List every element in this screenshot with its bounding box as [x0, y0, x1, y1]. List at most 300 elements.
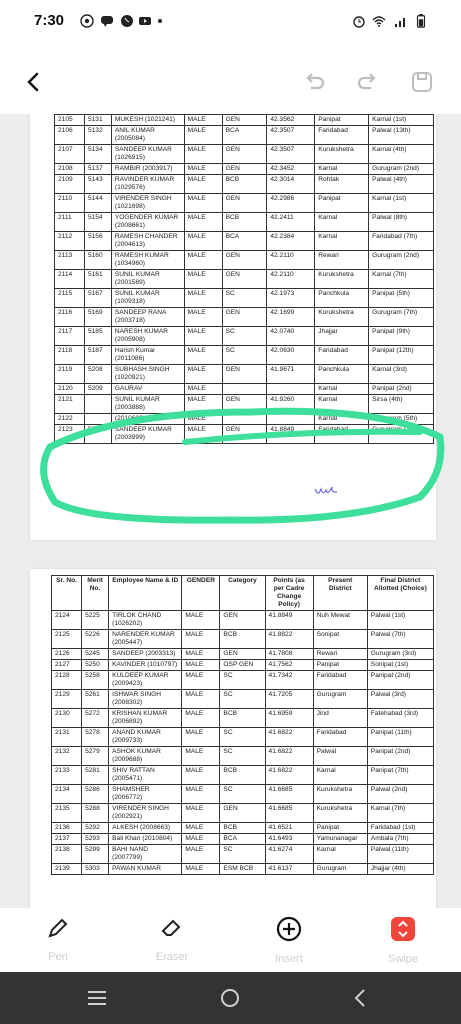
- table-cell: Palwal (11th): [367, 845, 433, 864]
- table-cell: 2130: [52, 709, 82, 728]
- table-cell: 2131: [52, 728, 82, 747]
- table-row: [55, 425, 434, 444]
- table-cell: MALE: [182, 728, 220, 747]
- signal-icon: [394, 14, 408, 28]
- table-cell: 2119: [55, 365, 85, 384]
- undo-icon[interactable]: [302, 70, 326, 94]
- table-cell: Karnal (1st): [369, 115, 434, 126]
- table-cell: 2116: [55, 308, 85, 327]
- table-cell: 5143: [84, 175, 111, 194]
- table-cell: Faridabad: [315, 126, 369, 145]
- table-row: [55, 175, 434, 194]
- table-cell: OSP GEN: [220, 660, 265, 671]
- table-cell: [267, 384, 315, 395]
- table-cell: 41.7562: [265, 660, 313, 671]
- table-cell: Kurukshetra: [313, 804, 367, 823]
- table-cell: 5132: [84, 126, 111, 145]
- table-cell: Nuh Mewat: [313, 611, 367, 630]
- table-row: [52, 766, 434, 785]
- table-cell: GEN: [222, 395, 267, 414]
- column-header: Points (as per Cadre Change Policy): [265, 576, 313, 611]
- table-cell: SANDEEP RANA (2003718): [111, 308, 184, 327]
- eraser-icon: [160, 916, 184, 940]
- table-cell: SUBHASH SINGH (1020921): [111, 365, 184, 384]
- table-cell: SC: [220, 728, 265, 747]
- table-cell: Gurugram (7th): [369, 425, 434, 444]
- table-cell: MALE: [182, 845, 220, 864]
- table-cell: Bali Khan (2010804): [109, 834, 182, 845]
- table-cell: SC: [220, 690, 265, 709]
- table-cell: 5299: [82, 845, 109, 864]
- table-cell: 2124: [52, 611, 82, 630]
- table-cell: SANDEEP (2003313): [109, 649, 182, 660]
- table-cell: Gurugram (2nd): [369, 164, 434, 175]
- table-cell: SUNIL KUMAR (2001589): [111, 270, 184, 289]
- battery-icon: [416, 14, 426, 28]
- table-cell: 2113: [55, 251, 85, 270]
- table-row: [55, 346, 434, 365]
- table-cell: MALE: [184, 270, 222, 289]
- table-cell: (2010693): [111, 414, 184, 425]
- table-cell: YOGENDER KUMAR (2008661): [111, 213, 184, 232]
- column-header: Category: [220, 576, 265, 611]
- nav-back-icon[interactable]: [352, 987, 368, 1009]
- table-cell: Rohtak: [315, 175, 369, 194]
- table-row: [52, 747, 434, 766]
- table-cell: Panipat: [313, 823, 367, 834]
- table-cell: 5303: [82, 864, 109, 875]
- table-cell: Yamunanagar: [313, 834, 367, 845]
- table-cell: Palwal (13th): [369, 126, 434, 145]
- table-cell: GEN: [222, 365, 267, 384]
- insert-tool[interactable]: [249, 916, 329, 965]
- table-cell: 42.1699: [267, 308, 315, 327]
- table-cell: MALE: [184, 126, 222, 145]
- table-cell: 5169: [84, 308, 111, 327]
- table-cell: 41.6521: [265, 823, 313, 834]
- table-cell: Panchkula: [315, 365, 369, 384]
- table-cell: 2114: [55, 270, 85, 289]
- back-icon[interactable]: [22, 70, 46, 94]
- table-row: [55, 232, 434, 251]
- table-cell: Gurugram: [313, 690, 367, 709]
- swipe-label: Swipe: [388, 953, 418, 965]
- table-cell: [84, 395, 111, 414]
- viber-icon: [120, 14, 134, 28]
- table-cell: 5281: [82, 766, 109, 785]
- table-row: [52, 630, 434, 649]
- table-cell: MALE: [182, 690, 220, 709]
- table-cell: 5279: [82, 747, 109, 766]
- table-cell: GEN: [220, 611, 265, 630]
- table-cell: Panipat (5th): [369, 289, 434, 308]
- table-cell: 5258: [82, 671, 109, 690]
- insert-label: Insert: [275, 953, 303, 965]
- table-cell: MALE: [184, 308, 222, 327]
- table-cell: BCB: [220, 766, 265, 785]
- table-cell: SC: [220, 747, 265, 766]
- table-cell: Karnal: [315, 213, 369, 232]
- table-cell: 41.6685: [265, 804, 313, 823]
- wifi-icon: [372, 14, 386, 28]
- table-cell: 41.7205: [265, 690, 313, 709]
- table-cell: SHIV RATTAN (2005471): [109, 766, 182, 785]
- table-cell: 41.7342: [265, 671, 313, 690]
- message-icon: [100, 14, 114, 28]
- table-cell: 41.6137: [265, 864, 313, 875]
- table-cell: 2112: [55, 232, 85, 251]
- table-cell: 41.6822: [265, 728, 313, 747]
- save-icon[interactable]: [410, 70, 434, 94]
- table-row: [55, 308, 434, 327]
- table-cell: SANDEEP KUMAR (1026915): [111, 145, 184, 164]
- table-cell: 5208: [84, 365, 111, 384]
- table-cell: 41.6822: [265, 747, 313, 766]
- table-cell: RAMESH KUMAR (1034960): [111, 251, 184, 270]
- allotment-table-page2: [51, 575, 434, 875]
- alarm-icon: [352, 14, 366, 28]
- table-cell: 5250: [82, 660, 109, 671]
- table-cell: 42.3014: [267, 175, 315, 194]
- eraser-tool[interactable]: [132, 916, 212, 963]
- table-cell: 42.0740: [267, 327, 315, 346]
- table-cell: 42.3562: [267, 115, 315, 126]
- table-cell: GEN: [220, 804, 265, 823]
- table-cell: TIRLOK CHAND (1026202): [109, 611, 182, 630]
- table-cell: 2108: [55, 164, 85, 175]
- table-cell: 41.8822: [265, 630, 313, 649]
- table-cell: Jind: [313, 709, 367, 728]
- table-cell: 5272: [82, 709, 109, 728]
- table-cell: SC: [220, 671, 265, 690]
- table-cell: Panipat: [315, 115, 369, 126]
- table-cell: 42.2384: [267, 232, 315, 251]
- table-cell: 5137: [84, 164, 111, 175]
- table-cell: 2110: [55, 194, 85, 213]
- table-cell: ALKESH (2008663): [109, 823, 182, 834]
- table-cell: MALE: [184, 327, 222, 346]
- home-icon[interactable]: [219, 987, 241, 1009]
- table-cell: 42.0630: [267, 346, 315, 365]
- table-cell: 41.7808: [265, 649, 313, 660]
- table-cell: GEN: [222, 425, 267, 444]
- table-cell: 2127: [52, 660, 82, 671]
- table-cell: Panipat: [315, 194, 369, 213]
- table-cell: 2138: [52, 845, 82, 864]
- table-cell: 5161: [84, 270, 111, 289]
- table-cell: Karnal: [313, 766, 367, 785]
- table-cell: GEN: [222, 164, 267, 175]
- table-cell: 5160: [84, 251, 111, 270]
- table-cell: Faridabad: [313, 728, 367, 747]
- table-cell: GEN: [222, 194, 267, 213]
- table-cell: [222, 384, 267, 395]
- table-cell: Palwal (4th): [369, 175, 434, 194]
- table-cell: 41.9671: [267, 365, 315, 384]
- table-row: [52, 804, 434, 823]
- table-cell: Palwal: [313, 747, 367, 766]
- table-cell: Kurukshetra: [315, 145, 369, 164]
- table-cell: 5286: [82, 785, 109, 804]
- table-cell: 2120: [55, 384, 85, 395]
- table-cell: Rewari: [313, 649, 367, 660]
- table-cell: MALE: [182, 785, 220, 804]
- table-cell: MALE: [182, 804, 220, 823]
- table-cell: 41.8849: [265, 611, 313, 630]
- table-cell: Karnal: [313, 845, 367, 864]
- table-cell: Palwal (3rd): [367, 690, 433, 709]
- table-row: [52, 660, 434, 671]
- table-row: [52, 671, 434, 690]
- table-row: [52, 649, 434, 660]
- table-cell: BCB: [220, 630, 265, 649]
- table-cell: Gurugram (5th): [369, 414, 434, 425]
- table-cell: 2134: [52, 785, 82, 804]
- table-cell: MALE: [184, 414, 222, 425]
- table-row: [55, 194, 434, 213]
- table-cell: GEN: [220, 649, 265, 660]
- table-cell: 5261: [82, 690, 109, 709]
- table-cell: BCA: [222, 232, 267, 251]
- table-cell: Palwal (2nd): [367, 785, 433, 804]
- table-cell: Palwal (1st): [367, 611, 433, 630]
- table-cell: Panipat (9th): [369, 327, 434, 346]
- table-cell: Panipat (2nd): [367, 747, 433, 766]
- swipe-icon: [390, 916, 416, 942]
- table-cell: MALE: [182, 611, 220, 630]
- table-cell: MALE: [184, 145, 222, 164]
- table-cell: Kurukshetra: [315, 308, 369, 327]
- table-cell: 42.3507: [267, 126, 315, 145]
- table-cell: 2115: [55, 289, 85, 308]
- table-cell: Jhajjar (4th): [367, 864, 433, 875]
- table-cell: 5288: [82, 804, 109, 823]
- table-cell: 5292: [82, 823, 109, 834]
- table-cell: GEN: [222, 115, 267, 126]
- table-cell: 5225: [82, 611, 109, 630]
- table-row: [52, 728, 434, 747]
- table-row: [55, 289, 434, 308]
- table-cell: ESM BCB: [220, 864, 265, 875]
- table-cell: 41.6493: [265, 834, 313, 845]
- table-cell: SUNIL KUMAR (1009318): [111, 289, 184, 308]
- table-cell: Panipat (11th): [367, 728, 433, 747]
- column-header: Present District: [313, 576, 367, 611]
- table-cell: Karnal: [315, 164, 369, 175]
- table-cell: 2126: [52, 649, 82, 660]
- table-cell: 42.3452: [267, 164, 315, 175]
- table-cell: MUKESH (1021241): [111, 115, 184, 126]
- table-cell: BCA: [222, 126, 267, 145]
- table-cell: Panchkula: [315, 289, 369, 308]
- table-cell: 5156: [84, 232, 111, 251]
- table-cell: 5154: [84, 213, 111, 232]
- table-cell: MALE: [182, 630, 220, 649]
- table-cell: MALE: [182, 823, 220, 834]
- table-cell: SANDEEP KUMAR (2003999): [111, 425, 184, 444]
- table-cell: 2136: [52, 823, 82, 834]
- table-row: [55, 365, 434, 384]
- table-cell: Faridabad (1st): [367, 823, 433, 834]
- table-cell: 5167: [84, 289, 111, 308]
- table-row: [55, 251, 434, 270]
- table-cell: 2133: [52, 766, 82, 785]
- column-header: Final District Allotted (Choice): [367, 576, 433, 611]
- table-cell: Panipat (12th): [369, 346, 434, 365]
- table-cell: 2125: [52, 630, 82, 649]
- table-cell: MALE: [182, 834, 220, 845]
- table-cell: 5134: [84, 145, 111, 164]
- table-cell: 5185: [84, 327, 111, 346]
- table-row: [52, 709, 434, 728]
- column-header: Employee Name & ID: [109, 576, 182, 611]
- table-cell: 5223: [84, 425, 111, 444]
- table-cell: 2122: [55, 414, 85, 425]
- table-row: [55, 164, 434, 175]
- table-cell: Jhajjar: [315, 327, 369, 346]
- table-cell: RAVINDER KUMAR (1029576): [111, 175, 184, 194]
- table-cell: SC: [222, 327, 267, 346]
- table-cell: Sonipat (1st): [367, 660, 433, 671]
- table-cell: 2139: [52, 864, 82, 875]
- table-cell: Karnal (4th): [369, 145, 434, 164]
- table-cell: Gurugram (7th): [369, 308, 434, 327]
- pen-icon: [46, 916, 70, 940]
- status-bar: [0, 0, 461, 44]
- table-cell: MALE: [184, 251, 222, 270]
- table-row: [52, 845, 434, 864]
- status-time: 7:30: [34, 12, 65, 29]
- table-row: [55, 115, 434, 126]
- table-row: [52, 785, 434, 804]
- redo-icon[interactable]: [356, 70, 380, 94]
- table-cell: Gurugram: [313, 864, 367, 875]
- table-cell: Sirsa (4th): [369, 395, 434, 414]
- table-row: [52, 690, 434, 709]
- table-cell: Gurugram (2nd): [369, 251, 434, 270]
- table-cell: MALE: [184, 115, 222, 126]
- table-cell: 5144: [84, 194, 111, 213]
- table-cell: MALE: [182, 660, 220, 671]
- pdf-page: [30, 569, 436, 910]
- table-cell: MALE: [184, 395, 222, 414]
- table-cell: SUNIL KUMAR (2003888): [111, 395, 184, 414]
- table-cell: MALE: [184, 384, 222, 395]
- table-cell: 5209: [84, 384, 111, 395]
- whatsapp-icon: [80, 14, 94, 28]
- table-cell: GEN: [222, 145, 267, 164]
- table-row: [55, 327, 434, 346]
- table-cell: Karnal (7th): [367, 804, 433, 823]
- table-cell: SC: [220, 785, 265, 804]
- table-cell: 42.2110: [267, 251, 315, 270]
- table-cell: 42.2986: [267, 194, 315, 213]
- table-row: [52, 834, 434, 845]
- table-cell: MALE: [184, 213, 222, 232]
- table-cell: Sonipat: [313, 630, 367, 649]
- eraser-label: Eraser: [155, 951, 189, 963]
- table-cell: RAMBIR (2003917): [111, 164, 184, 175]
- table-cell: MALE: [182, 747, 220, 766]
- table-cell: BAHI NAND (2007799): [109, 845, 182, 864]
- youtube-icon: [138, 14, 152, 28]
- table-cell: MALE: [182, 864, 220, 875]
- table-cell: VIRENDER SINGH (1021698): [111, 194, 184, 213]
- table-cell: MALE: [182, 709, 220, 728]
- table-row: [55, 414, 434, 425]
- table-cell: Karnal: [315, 395, 369, 414]
- table-cell: MALE: [184, 346, 222, 365]
- table-cell: 2105: [55, 115, 85, 126]
- table-cell: Panipat: [313, 660, 367, 671]
- table-cell: 2118: [55, 346, 85, 365]
- table-cell: MALE: [184, 175, 222, 194]
- pdf-page: [30, 114, 436, 540]
- column-header: Merit No.: [82, 576, 109, 611]
- table-cell: 41.6685: [265, 785, 313, 804]
- table-cell: ISHWAR SINGH (2008302): [109, 690, 182, 709]
- table-cell: PAWAN KUMAR: [109, 864, 182, 875]
- table-cell: MALE: [184, 164, 222, 175]
- table-cell: NARENDER KUMAR (2005447): [109, 630, 182, 649]
- table-cell: KULDEEP KUMAR (2009423): [109, 671, 182, 690]
- table-cell: 5293: [82, 834, 109, 845]
- table-cell: Panipat (2nd): [369, 384, 434, 395]
- table-cell: Ambala (7th): [367, 834, 433, 845]
- table-row: [55, 384, 434, 395]
- table-cell: ANAND KUMAR (2009733): [109, 728, 182, 747]
- table-cell: Karnal: [315, 414, 369, 425]
- table-row: [55, 270, 434, 289]
- plus-circle-icon: [276, 916, 302, 942]
- editor-toolbar: [0, 44, 461, 124]
- document-viewer[interactable]: [0, 114, 461, 910]
- table-row: [55, 395, 434, 414]
- table-cell: MALE: [184, 289, 222, 308]
- table-cell: 41.6822: [265, 766, 313, 785]
- recent-apps-icon[interactable]: [86, 988, 108, 1008]
- table-cell: 2106: [55, 126, 85, 145]
- table-cell: Panipat (7th): [367, 766, 433, 785]
- table-cell: 2137: [52, 834, 82, 845]
- table-cell: MALE: [184, 194, 222, 213]
- table-cell: Faridabad: [313, 671, 367, 690]
- table-cell: 5187: [84, 346, 111, 365]
- table-cell: 2132: [52, 747, 82, 766]
- table-cell: ASHOK KUMAR (2009688): [109, 747, 182, 766]
- pen-tool[interactable]: [18, 916, 98, 963]
- table-row: [52, 823, 434, 834]
- handwritten-initials: [313, 483, 339, 499]
- table-cell: Palwal (8th): [369, 213, 434, 232]
- table-row: [55, 145, 434, 164]
- table-cell: GEN: [222, 270, 267, 289]
- table-cell: 42.3507: [267, 145, 315, 164]
- table-cell: Faridabad: [315, 346, 369, 365]
- table-cell: Fatehabad (3rd): [367, 709, 433, 728]
- column-header: Sr. No.: [52, 576, 82, 611]
- table-cell: MALE: [182, 649, 220, 660]
- table-cell: MALE: [184, 365, 222, 384]
- table-row: [55, 126, 434, 145]
- table-cell: 41.8849: [267, 425, 315, 444]
- table-cell: [222, 414, 267, 425]
- swipe-tool[interactable]: [363, 916, 443, 965]
- table-cell: BCA: [220, 834, 265, 845]
- table-cell: Karnal (3rd): [369, 365, 434, 384]
- table-cell: KAVINDER (1010797): [109, 660, 182, 671]
- table-cell: GAURAV: [111, 384, 184, 395]
